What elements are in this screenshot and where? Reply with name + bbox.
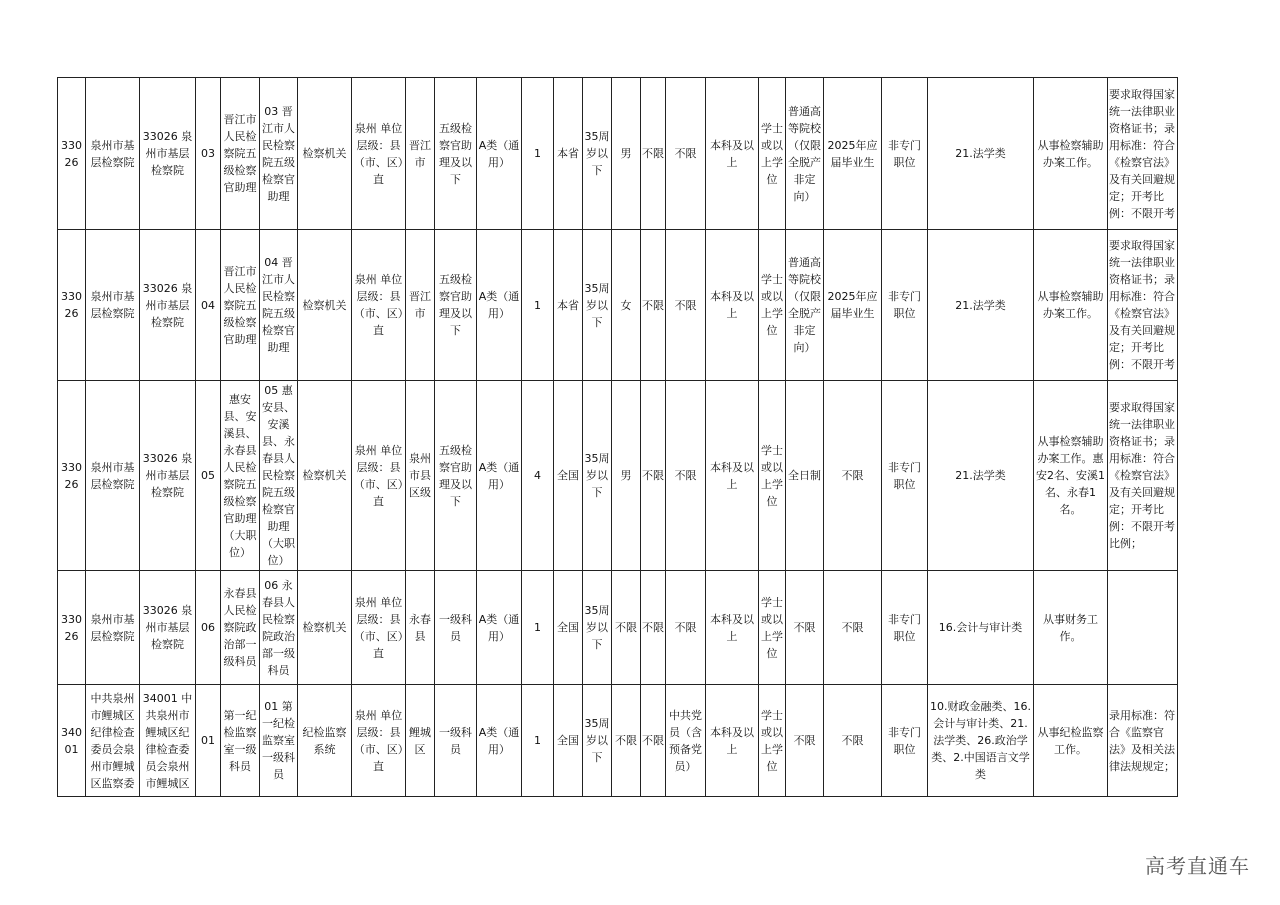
job-duty-cell: 从事财务工作。 [1034,571,1108,685]
position-code-cell: 03 [196,78,221,230]
exam-type-cell: A类（通用） [477,230,522,381]
political-status-cell: 不限 [666,230,706,381]
exam-type-cell: A类（通用） [477,381,522,571]
ethnicity-cell: 不限 [641,78,666,230]
age-limit-cell: 35周岁以下 [583,685,612,797]
unit-code-cell: 33026 [58,571,86,685]
major-cell: 10.财政金融类、16.会计与审计类、21.法学类、26.政治学类、2.中国语言文学类 [928,685,1034,797]
major-cell: 16.会计与审计类 [928,571,1034,685]
education-cell: 本科及以上 [706,571,759,685]
gender-cell: 不限 [612,571,641,685]
position-code-cell: 04 [196,230,221,381]
household-scope-cell: 本省 [554,78,583,230]
position-code-cell: 05 [196,381,221,571]
job-duty-cell: 从事纪检监察工作。 [1034,685,1108,797]
exam-type-cell: A类（通用） [477,571,522,685]
table-row [58,571,1178,685]
education-cell: 本科及以上 [706,230,759,381]
education-cell: 本科及以上 [706,381,759,571]
unit-name-cell: 泉州市基层检察院 [86,230,140,381]
position-code-name-cell: 06 永春县人民检察院政治部一级科员 [260,571,298,685]
position-category-cell: 非专门职位 [882,78,928,230]
graduate-status-cell: 2025年应届毕业生 [824,230,882,381]
watermark-text: 高考直通车 [1145,854,1250,878]
age-limit-cell: 35周岁以下 [583,230,612,381]
position-code-name-cell: 05 惠安县、安溪县、永春县人民检察院五级检察官助理（大职位） [260,381,298,571]
graduate-status-cell: 不限 [824,571,882,685]
position-name-cell: 永春县人民检察院政治部一级科员 [221,571,260,685]
recruit-unit-cell: 33026 泉州市基层检察院 [140,230,196,381]
recruit-count-cell: 1 [522,685,554,797]
household-scope-cell: 全国 [554,381,583,571]
major-cell: 21.法学类 [928,381,1034,571]
position-category-cell: 非专门职位 [882,230,928,381]
unit-type-cell: 检察机关 [298,571,352,685]
recruit-count-cell: 4 [522,381,554,571]
unit-level-cell: 泉州 单位层级：县（市、区）直 [352,78,406,230]
position-code-name-cell: 03 晋江市人民检察院五级检察官助理 [260,78,298,230]
major-cell: 21.法学类 [928,230,1034,381]
exam-type-cell: A类（通用） [477,685,522,797]
job-duty-cell: 从事检察辅助办案工作。惠安2名、安溪1名、永春1名。 [1034,381,1108,571]
position-code-cell: 01 [196,685,221,797]
age-limit-cell: 35周岁以下 [583,78,612,230]
unit-type-cell: 检察机关 [298,381,352,571]
post-level-cell: 一级科员 [435,571,477,685]
school-type-cell: 普通高等院校（仅限全脱产非定向） [786,78,824,230]
work-location-cell: 泉州市县区级 [406,381,435,571]
unit-name-cell: 中共泉州市鲤城区纪律检查委员会泉州市鲤城区监察委 [86,685,140,797]
unit-level-cell: 泉州 单位层级：县（市、区）直 [352,685,406,797]
recruit-unit-cell: 34001 中共泉州市鲤城区纪律检查委员会泉州市鲤城区 [140,685,196,797]
work-location-cell: 永春县 [406,571,435,685]
work-location-cell: 晋江市 [406,78,435,230]
unit-type-cell: 纪检监察系统 [298,685,352,797]
table-row [58,381,1178,571]
unit-type-cell: 检察机关 [298,78,352,230]
remarks-cell: 要求取得国家统一法律职业资格证书；录用标准：符合《检察官法》及有关回避规定；开考比例：不限开考 [1108,78,1178,230]
position-code-cell: 06 [196,571,221,685]
political-status-cell: 不限 [666,78,706,230]
political-status-cell: 中共党员（含预备党员） [666,685,706,797]
unit-name-cell: 泉州市基层检察院 [86,571,140,685]
post-level-cell: 五级检察官助理及以下 [435,381,477,571]
job-duty-cell: 从事检察辅助办案工作。 [1034,230,1108,381]
unit-code-cell: 34001 [58,685,86,797]
remarks-cell: 要求取得国家统一法律职业资格证书；录用标准：符合《检察官法》及有关回避规定；开考比例：不限开考 [1108,230,1178,381]
position-category-cell: 非专门职位 [882,381,928,571]
ethnicity-cell: 不限 [641,571,666,685]
education-cell: 本科及以上 [706,78,759,230]
age-limit-cell: 35周岁以下 [583,571,612,685]
post-level-cell: 一级科员 [435,685,477,797]
graduate-status-cell: 不限 [824,381,882,571]
position-category-cell: 非专门职位 [882,685,928,797]
work-location-cell: 晋江市 [406,230,435,381]
degree-cell: 学士或以上学位 [759,381,786,571]
recruit-count-cell: 1 [522,230,554,381]
degree-cell: 学士或以上学位 [759,571,786,685]
recruit-unit-cell: 33026 泉州市基层检察院 [140,571,196,685]
unit-code-cell: 33026 [58,78,86,230]
table-row [58,230,1178,381]
gender-cell: 男 [612,78,641,230]
degree-cell: 学士或以上学位 [759,78,786,230]
gender-cell: 不限 [612,685,641,797]
ethnicity-cell: 不限 [641,685,666,797]
unit-type-cell: 检察机关 [298,230,352,381]
household-scope-cell: 本省 [554,230,583,381]
position-name-cell: 第一纪检监察室一级科员 [221,685,260,797]
unit-code-cell: 33026 [58,381,86,571]
unit-name-cell: 泉州市基层检察院 [86,78,140,230]
degree-cell: 学士或以上学位 [759,685,786,797]
position-code-name-cell: 01 第一纪检监察室一级科员 [260,685,298,797]
unit-name-cell: 泉州市基层检察院 [86,381,140,571]
school-type-cell: 全日制 [786,381,824,571]
job-duty-cell: 从事检察辅助办案工作。 [1034,78,1108,230]
graduate-status-cell: 2025年应届毕业生 [824,78,882,230]
table-row [58,685,1178,797]
ethnicity-cell: 不限 [641,381,666,571]
age-limit-cell: 35周岁以下 [583,381,612,571]
unit-level-cell: 泉州 单位层级：县（市、区）直 [352,230,406,381]
recruit-count-cell: 1 [522,78,554,230]
remarks-cell: 要求取得国家统一法律职业资格证书；录用标准：符合《检察官法》及有关回避规定；开考比例：不限开考比例； [1108,381,1178,571]
position-name-cell: 晋江市人民检察院五级检察官助理 [221,230,260,381]
degree-cell: 学士或以上学位 [759,230,786,381]
unit-code-cell: 33026 [58,230,86,381]
school-type-cell: 普通高等院校（仅限全脱产非定向） [786,230,824,381]
exam-type-cell: A类（通用） [477,78,522,230]
graduate-status-cell: 不限 [824,685,882,797]
recruit-count-cell: 1 [522,571,554,685]
position-code-name-cell: 04 晋江市人民检察院五级检察官助理 [260,230,298,381]
ethnicity-cell: 不限 [641,230,666,381]
major-cell: 21.法学类 [928,78,1034,230]
unit-level-cell: 泉州 单位层级：县（市、区）直 [352,381,406,571]
political-status-cell: 不限 [666,571,706,685]
school-type-cell: 不限 [786,571,824,685]
remarks-cell: 录用标准：符合《监察官法》及相关法律法规规定； [1108,685,1178,797]
education-cell: 本科及以上 [706,685,759,797]
position-category-cell: 非专门职位 [882,571,928,685]
recruit-unit-cell: 33026 泉州市基层检察院 [140,381,196,571]
gender-cell: 女 [612,230,641,381]
post-level-cell: 五级检察官助理及以下 [435,230,477,381]
recruit-unit-cell: 33026 泉州市基层检察院 [140,78,196,230]
job-listing-table [57,77,1178,797]
school-type-cell: 不限 [786,685,824,797]
position-name-cell: 晋江市人民检察院五级检察官助理 [221,78,260,230]
table-row [58,78,1178,230]
gender-cell: 男 [612,381,641,571]
political-status-cell: 不限 [666,381,706,571]
unit-level-cell: 泉州 单位层级：县（市、区）直 [352,571,406,685]
post-level-cell: 五级检察官助理及以下 [435,78,477,230]
remarks-cell [1108,571,1178,685]
household-scope-cell: 全国 [554,685,583,797]
position-name-cell: 惠安县、安溪县、永春县人民检察院五级检察官助理（大职位） [221,381,260,571]
household-scope-cell: 全国 [554,571,583,685]
work-location-cell: 鲤城区 [406,685,435,797]
